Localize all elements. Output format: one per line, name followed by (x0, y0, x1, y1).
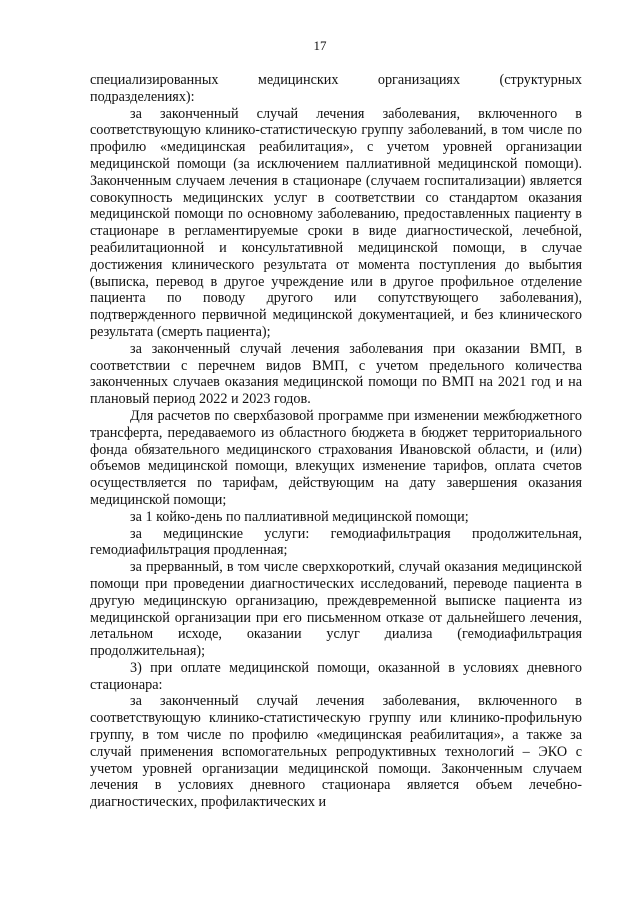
document-body (90, 72, 582, 811)
paragraph: Для расчетов по сверхбазовой программе при изменении межбюджетного трансферта, передаваемого из областного бюджета в бюджет территориального фонда обязательного медицинского страхования Ивановской области, и (или) объемов медицинской помощи, влекущих изменение тарифов, оплата счетов осуществляется по тарифам, действующим на дату завершения оказания медицинской помощи; (90, 407, 582, 508)
paragraph: за законченный случай лечения заболевания, включенного в соответствующую клинико-статистическую группу или клинико-профильную группу, в том числе по профилю «медицинская реабилитация», а также за случай применения вспомогательных репродуктивных технологий – ЭКО с учетом уровней организации медицинской помощи. Законченным случаем лечения в условиях дневного стационара является объем лечебно-диагностических, профилактических и (90, 693, 582, 811)
page-number: 17 (313, 38, 327, 53)
paragraph: за 1 койко-день по паллиативной медицинской помощи; (130, 508, 469, 525)
paragraph: за прерванный, в том числе сверхкороткий, случай оказания медицинской помощи при проведении диагностических исследований, переводе пациента в другую медицинскую организацию, преждевременной выписке пациента из медицинской организации при его письменном отказе от дальнейшего лечения, летальном исходе, оказании услуг диализа (гемодиафильтрация продолжительная); (90, 559, 582, 660)
paragraph: за медицинские услуги: гемодиафильтрация продолжительная, гемодиафильтрация продленная; (90, 525, 582, 559)
paragraph: за законченный случай лечения заболевания при оказании ВМП, в соответствии с перечнем видов ВМП, с учетом предельного количества законченных случаев оказания медицинской помощи по ВМП на 2021 год и на плановый период 2022 и 2023 годов. (90, 340, 582, 408)
paragraph: специализированных медицинских организациях (структурных подразделениях): (90, 72, 582, 105)
paragraph: 3) при оплате медицинской помощи, оказанной в условиях дневного стационара: (90, 659, 582, 693)
paragraph: за законченный случай лечения заболевания, включенного в соответствующую клинико-статистическую группу заболеваний, в том числе по профилю «медицинская реабилитация», с учетом уровней организации медицинской помощи (за исключением паллиативной медицинской помощи). Законченным случаем лечения в стационаре (случаем госпитализации) является совокупность медицинских услуг в соответствии со стандартом оказания медицинской помощи по основному заболеванию, предоставленных пациенту в стационаре в регламентируемые сроки в виде диагностической, лечебной, реабилитационной и консультативной медицинской помощи, в случае достижения клинического результата от момента поступления до выбытия (выписка, перевод в другое учреждение или в другое профильное отделение пациента по поводу другого или сопутствующего заболевания), подтвержденного первичной медицинской документацией, и без клинического результата (смерть пациента); (90, 105, 582, 340)
